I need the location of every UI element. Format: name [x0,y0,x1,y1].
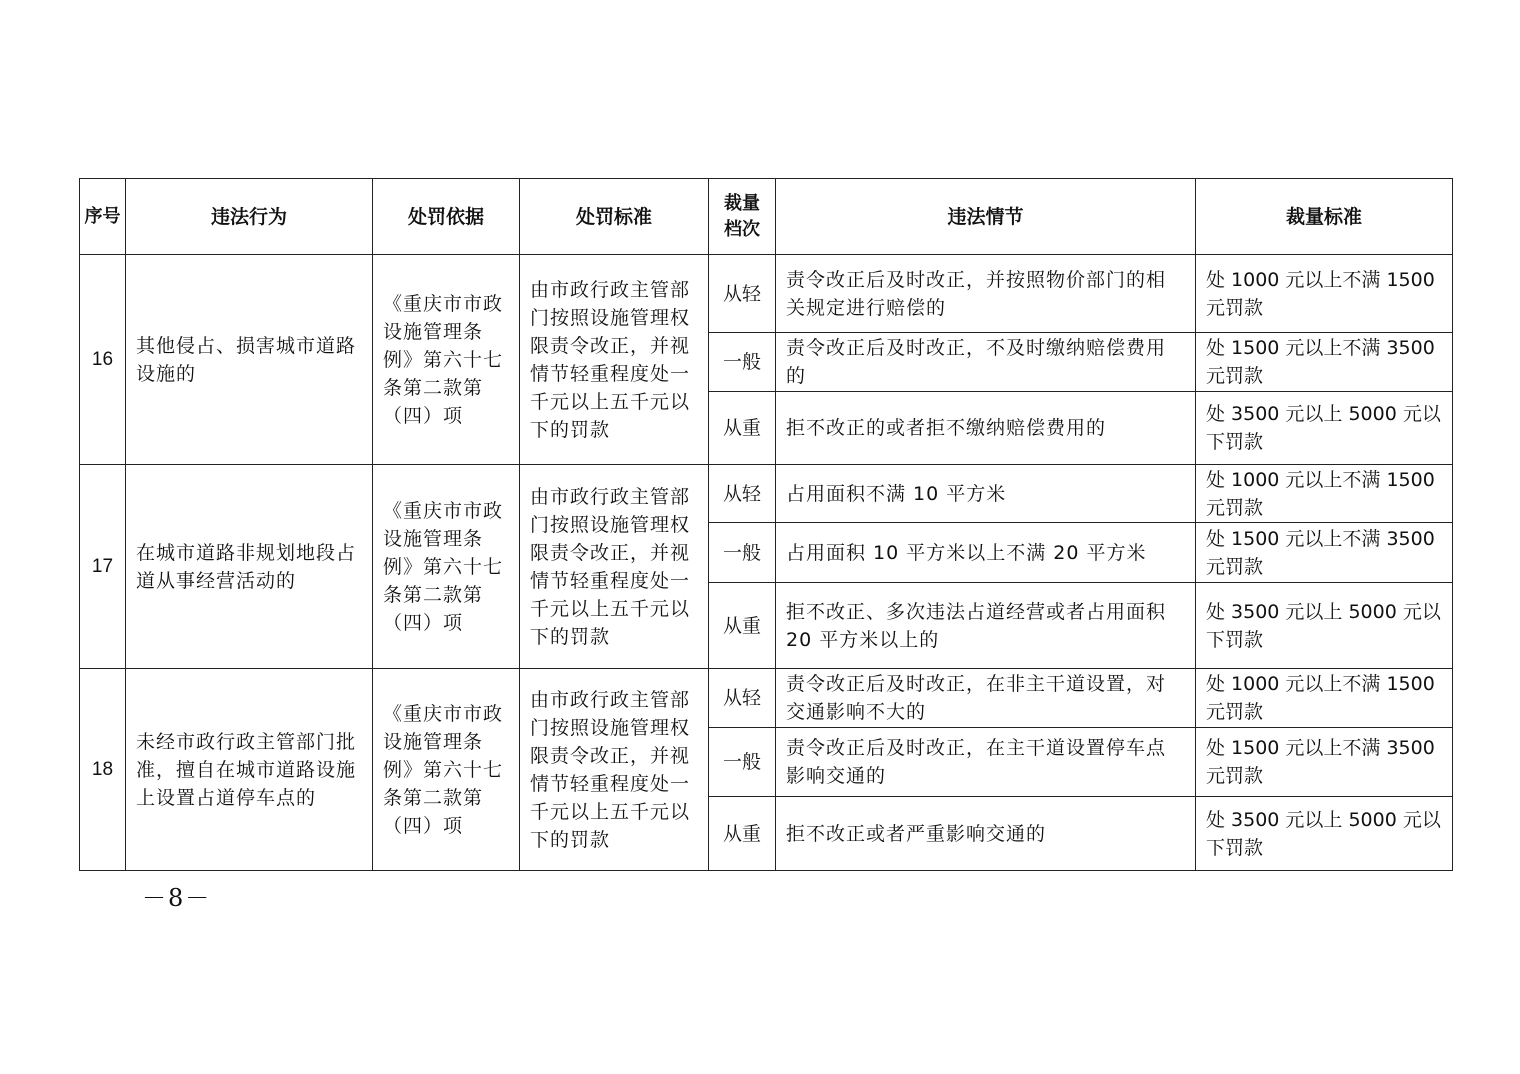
row-seq: 16 [80,255,126,465]
page-number: －8－ [142,884,212,912]
penalty-table [79,178,1453,871]
penalty-text: 处 1000 元以上不满 1500 元罚款 [1196,465,1453,523]
penalty-text: 处 1500 元以上不满 3500 元罚款 [1196,523,1453,583]
row-seq: 18 [80,669,126,871]
header-behavior: 违法行为 [126,179,373,255]
penalty-text: 处 1000 元以上不满 1500 元罚款 [1196,255,1453,333]
penalty-text: 处 1500 元以上不满 3500 元罚款 [1196,333,1453,392]
level-label: 一般 [709,523,776,583]
penalty-text: 处 3500 元以上 5000 元以下罚款 [1196,797,1453,871]
circumstance-text: 责令改正后及时改正，不及时缴纳赔偿费用的 [776,333,1196,392]
table-row [80,465,1453,523]
header-circumstance: 违法情节 [776,179,1196,255]
level-label: 从重 [709,392,776,465]
penalty-text: 处 3500 元以上 5000 元以下罚款 [1196,583,1453,669]
level-label: 一般 [709,728,776,797]
circumstance-text: 责令改正后及时改正，在主干道设置停车点影响交通的 [776,728,1196,797]
circumstance-text: 拒不改正的或者拒不缴纳赔偿费用的 [776,392,1196,465]
row-behavior: 未经市政行政主管部门批准，擅自在城市道路设施上设置占道停车点的 [126,669,373,871]
row-basis: 《重庆市市政设施管理条例》第六十七条第二款第（四）项 [373,255,520,465]
row-seq: 17 [80,465,126,669]
level-label: 从轻 [709,465,776,523]
level-label: 从重 [709,797,776,871]
row-basis: 《重庆市市政设施管理条例》第六十七条第二款第（四）项 [373,465,520,669]
table-row [80,669,1453,728]
table-header-row [80,179,1453,255]
level-label: 从轻 [709,669,776,728]
row-basis: 《重庆市市政设施管理条例》第六十七条第二款第（四）项 [373,669,520,871]
circumstance-text: 拒不改正、多次违法占道经营或者占用面积 20 平方米以上的 [776,583,1196,669]
row-standard: 由市政行政主管部门按照设施管理权限责令改正，并视情节轻重程度处一千元以上五千元以下的罚款 [520,255,709,465]
penalty-text: 处 3500 元以上 5000 元以下罚款 [1196,392,1453,465]
circumstance-text: 责令改正后及时改正，在非主干道设置，对交通影响不大的 [776,669,1196,728]
header-seq: 序号 [80,179,126,255]
row-behavior: 在城市道路非规划地段占道从事经营活动的 [126,465,373,669]
row-standard: 由市政行政主管部门按照设施管理权限责令改正，并视情节轻重程度处一千元以上五千元以下的罚款 [520,465,709,669]
header-standard: 处罚标准 [520,179,709,255]
row-behavior: 其他侵占、损害城市道路设施的 [126,255,373,465]
level-label: 从重 [709,583,776,669]
circumstance-text: 拒不改正或者严重影响交通的 [776,797,1196,871]
table-row [80,255,1453,333]
row-standard: 由市政行政主管部门按照设施管理权限责令改正，并视情节轻重程度处一千元以上五千元以下的罚款 [520,669,709,871]
level-label: 一般 [709,333,776,392]
circumstance-text: 占用面积不满 10 平方米 [776,465,1196,523]
penalty-text: 处 1500 元以上不满 3500 元罚款 [1196,728,1453,797]
circumstance-text: 占用面积 10 平方米以上不满 20 平方米 [776,523,1196,583]
header-level: 裁量 档次 [709,179,776,255]
circumstance-text: 责令改正后及时改正，并按照物价部门的相关规定进行赔偿的 [776,255,1196,333]
header-basis: 处罚依据 [373,179,520,255]
level-label: 从轻 [709,255,776,333]
header-penalty: 裁量标准 [1196,179,1453,255]
penalty-text: 处 1000 元以上不满 1500 元罚款 [1196,669,1453,728]
